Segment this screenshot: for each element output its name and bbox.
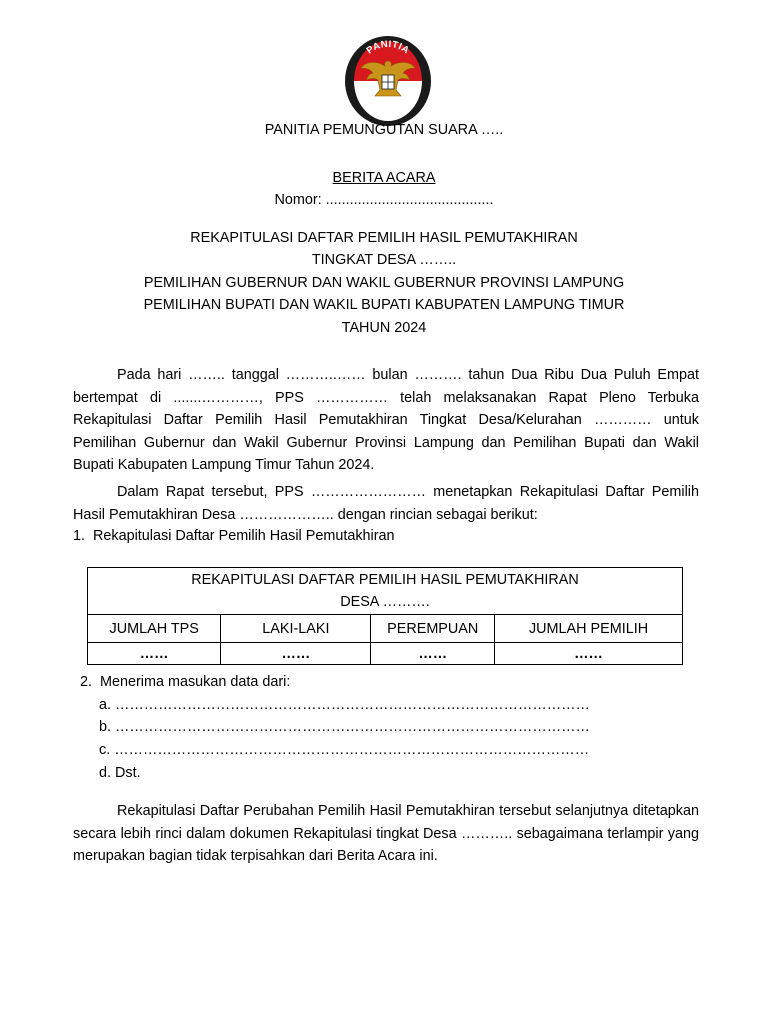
document-title: BERITA ACARA [332, 170, 436, 186]
opening-paragraph: Pada hari …….. tanggal ………..…… bulan ………. tahun Dua Ribu Dua Puluh Empat bertempat di .......…………, PPS …………… telah melaksanakan Rapat Pleno Terbuka Rekapitulasi Daftar Pemilih Hasil Pemutakhiran Tingkat Desa/Kelurahan ………… untuk Pemilihan Gubernur dan Wakil Gubernur Provinsi Lampung dan Pemilihan Bupati dan Wakil Bupati Kabupaten Lampung Timur Tahun 2024. [73, 367, 699, 473]
document-number: Nomor: .......................................... [274, 192, 494, 208]
col-header-jumlah-pemilih: JUMLAH PEMILIH [495, 615, 683, 643]
list-item-1-text: Rekapitulasi Daftar Pemilih Hasil Pemutakhiran [93, 528, 395, 544]
list-item-2-text: Menerima masukan data dari: [100, 674, 291, 690]
meeting-paragraph: Dalam Rapat tersebut, PPS …………………… menetapkan Rekapitulasi Daftar Pemilih Hasil Pemutakhiran Desa ……………….. dengan rincian sebagai berikut: [73, 484, 699, 523]
table-title-line-2: DESA ………. [340, 594, 430, 610]
recap-table [87, 567, 683, 665]
subject-line-4: PEMILIHAN BUPATI DAN WAKIL BUPATI KABUPATEN LAMPUNG TIMUR [143, 297, 625, 313]
col-header-laki-laki: LAKI-LAKI [221, 615, 371, 643]
table-row [88, 643, 683, 665]
cell-perempuan: …… [371, 643, 495, 665]
list-item-1 [73, 528, 395, 544]
cell-jumlah-pemilih: …… [495, 643, 683, 665]
col-header-perempuan: PEREMPUAN [371, 615, 495, 643]
kpu-panitia-logo [344, 35, 432, 127]
col-header-jumlah-tps: JUMLAH TPS [88, 615, 221, 643]
subject-line-1: REKAPITULASI DAFTAR PEMILIH HASIL PEMUTAKHIRAN [190, 230, 578, 246]
closing-paragraph-block [73, 800, 699, 868]
subject-line-5: TAHUN 2024 [341, 320, 427, 336]
logo-bottom-text: PEMUNGUTAN SUARA [356, 96, 420, 122]
opening-paragraph-block [73, 364, 699, 477]
closing-paragraph: Rekapitulasi Daftar Perubahan Pemilih Hasil Pemutakhiran tersebut selanjutnya ditetapkan secara lebih rinci dalam dokumen Rekapitulasi tingkat Desa ……….. sebagaimana terlampir yang merupakan bagian tidak terpisahkan dari Berita Acara ini. [73, 803, 699, 864]
subject-line-2: TINGKAT DESA …….. [311, 252, 457, 268]
table-title [88, 568, 683, 615]
sub-item-b: b. ……………………………………………………………………………………… [99, 719, 590, 735]
table-title-line-1: REKAPITULASI DAFTAR PEMILIH HASIL PEMUTAKHIRAN [191, 572, 579, 588]
list-item-1-number: 1. [73, 528, 86, 544]
sub-item-a: a. ……………………………………………………………………………………… [99, 697, 590, 713]
sub-item-d: d. Dst. [99, 765, 141, 781]
logo-top-text: PANITIA [364, 38, 412, 57]
list-item-2 [80, 674, 290, 690]
committee-heading: PANITIA PEMUNGUTAN SUARA ….. [264, 122, 504, 138]
subject-line-3: PEMILIHAN GUBERNUR DAN WAKIL GUBERNUR PROVINSI LAMPUNG [143, 275, 625, 291]
list-item-2-number: 2. [80, 674, 93, 690]
cell-laki-laki: …… [221, 643, 371, 665]
sub-item-c: c. ……………………………………………………………………………………… [99, 742, 590, 758]
cell-jumlah-tps: …… [88, 643, 221, 665]
meeting-paragraph-block [73, 481, 699, 526]
